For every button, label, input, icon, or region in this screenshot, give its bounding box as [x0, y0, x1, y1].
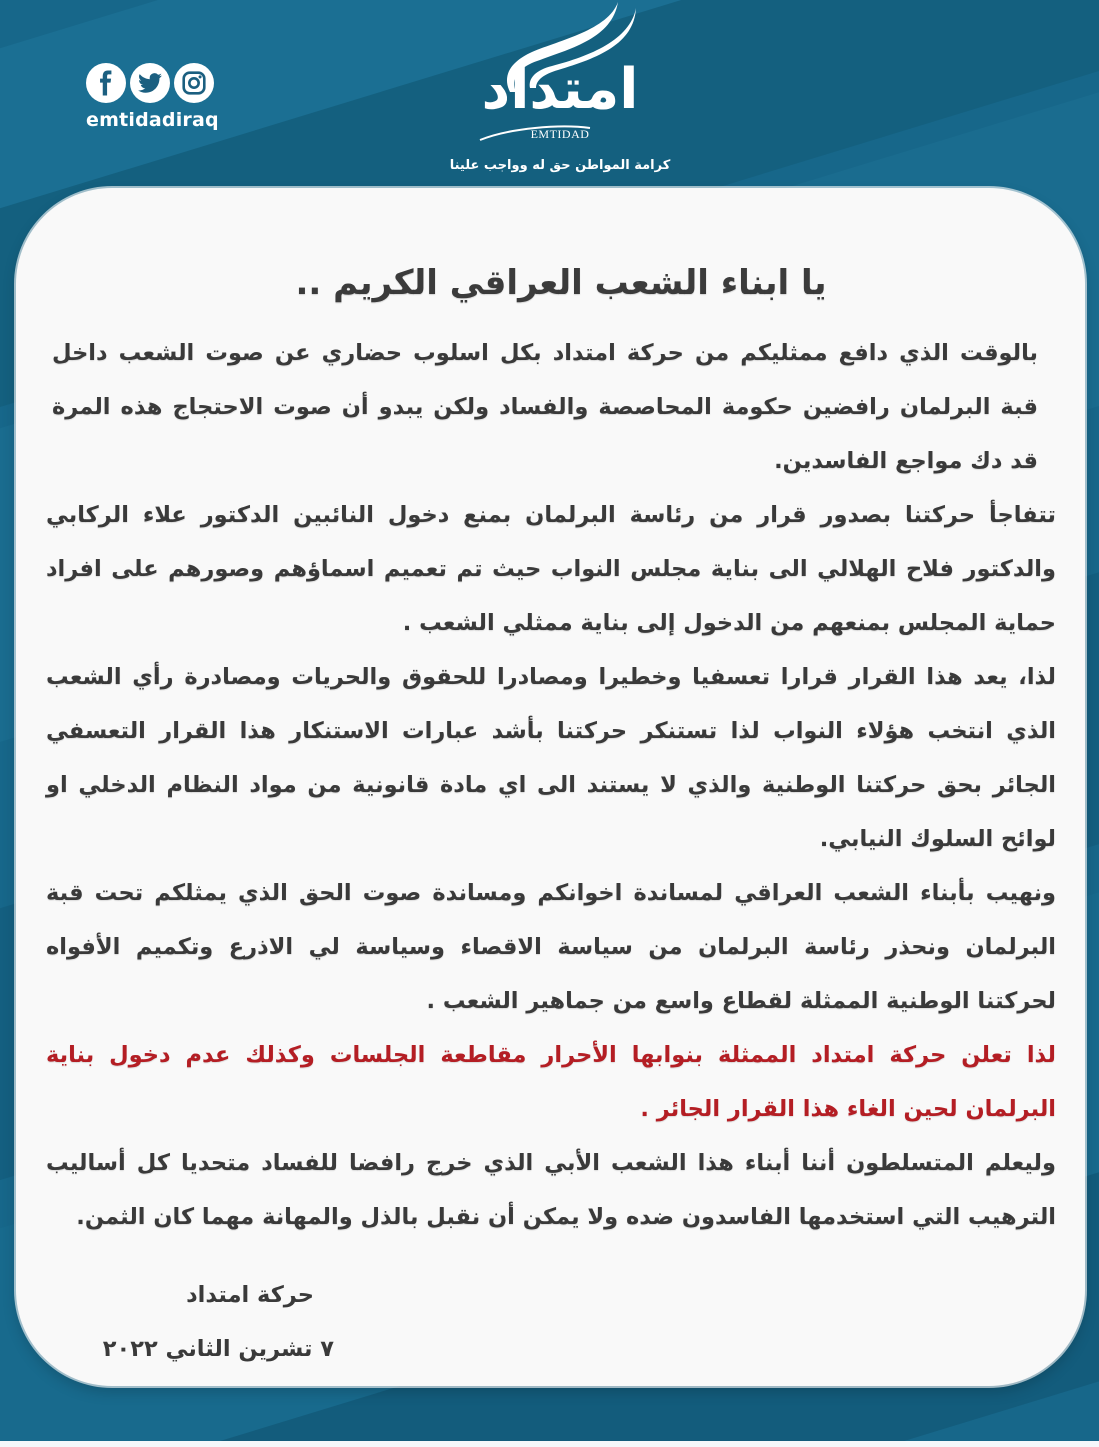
social-handle[interactable]: emtidadiraq — [86, 109, 219, 131]
statement-paragraph: تتفاجأ حركتنا بصدور قرار من رئاسة البرلمان بمنع دخول النائبين الدكتور علاء الركابي والدكتور فلاح الهلالي الى بناية مجلس النواب حيث تم تعميم اسماؤهم وصورهم على افراد حماية المجلس بمنعهم من الدخول إلى بناية ممثلي الشعب . — [46, 501, 1056, 636]
statement-title: يا ابناء الشعب العراقي الكريم .. — [295, 263, 827, 303]
statement-paragraph: وليعلم المتسلطون أننا أبناء هذا الشعب الأبي الذي خرج رافضا للفساد متحديا كل أساليب الترهيب التي استخدمها الفاسدون ضده ولا يمكن أن نقبل بالذل والمهانة مهما كان الثمن. — [46, 1149, 1056, 1230]
social-links — [86, 63, 236, 131]
statement-card — [16, 188, 1085, 1386]
logo-tagline: كرامة المواطن حق له وواجب علينا — [449, 158, 671, 173]
signature-date: ٧ تشرين الثاني ٢٠٢٢ — [102, 1336, 334, 1362]
twitter-icon[interactable] — [130, 63, 170, 103]
bottom-margin — [0, 1441, 1099, 1447]
statement-paragraph: ونهيب بأبناء الشعب العراقي لمساندة اخوانكم ومساندة صوت الحق الذي يمثلكم تحت قبة البرلمان ونحذر رئاسة البرلمان من سياسة الاقصاء وسياسة لي الاذرع وتكميم الأفواه لحركتنا الوطنية الممثلة لقطاع واسع من جماهير الشعب . — [46, 879, 1056, 1014]
statement-highlight-paragraph: لذا تعلن حركة امتداد الممثلة بنوابها الأحرار مقاطعة الجلسات وكذلك عدم دخول بناية البرلمان لحين الغاء هذا القرار الجائر . — [46, 1041, 1056, 1122]
social-icon-row — [86, 63, 236, 103]
statement-body — [46, 263, 1056, 1244]
emtidad-logo — [440, 0, 680, 190]
facebook-icon[interactable] — [86, 63, 126, 103]
logo-latin-wordmark: EMTIDAD — [530, 127, 590, 141]
signature-organization: حركة امتداد — [186, 1282, 314, 1308]
statement-paragraph: لذا، يعد هذا القرار قرارا تعسفيا وخطيرا ومصادرا للحقوق والحريات ومصادرة رأي الشعب الذي انتخب هؤلاء النواب لذا تستنكر حركتنا بأشد عبارات الاستنكار هذا القرار التعسفي الجائر بحق حركتنا الوطنية والذي لا يستند الى اي مادة قانونية من مواد النظام الدخلي او لوائح السلوك النيابي. — [46, 663, 1056, 852]
signature-block — [74, 1268, 334, 1376]
logo-arabic-wordmark: امتداد — [481, 57, 639, 122]
statement-paragraph: بالوقت الذي دافع ممثليكم من حركة امتداد بكل اسلوب حضاري عن صوت الشعب داخل قبة البرلمان رافضين حكومة المحاصصة والفساد ولكن يبدو أن صوت الاحتجاج هذه المرة قد دك مواجع الفاسدين. — [52, 339, 1038, 474]
instagram-icon[interactable] — [174, 63, 214, 103]
